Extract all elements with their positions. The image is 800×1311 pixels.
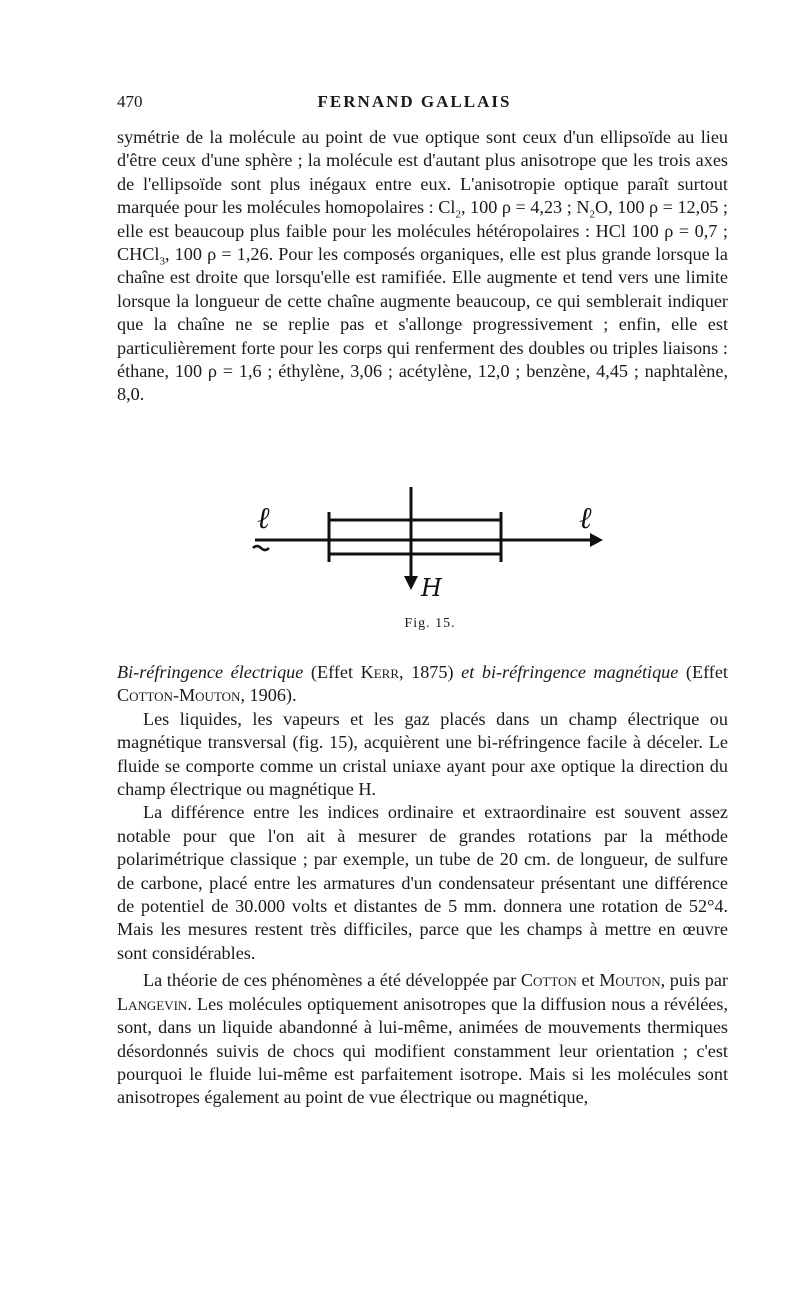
subscript: 2 <box>589 208 595 221</box>
ref-text: (Effet <box>678 662 728 682</box>
label-right: ℓ <box>579 501 592 536</box>
paragraph-1-text-b: , 100 ρ = 4,23 ; N <box>460 197 590 218</box>
label-left: ℓ <box>257 501 270 536</box>
paragraph-1-text-a: symétrie de la molécule au point de vue optique sont ceux d'un ellipsoïde au lieu d'être ceux d'une sphère ; la molécule est d'autant plus anisotrope que les trois axes de l'ellipsoïde sont plus inégaux entre eux. L'anisotropie optique paraît surtout marquée pour les molécules homopolaires : Cl <box>117 127 728 218</box>
subscript: 3 <box>159 255 165 268</box>
ref-text: , 1906). <box>240 685 297 706</box>
ref-text: , 1875) <box>399 662 462 682</box>
subscript: 2 <box>455 208 461 221</box>
author-kerr: Kerr <box>360 662 399 682</box>
author-langevin: Langevin <box>117 993 188 1014</box>
author-cotton: Cotton <box>520 970 577 991</box>
running-title: FERNAND GALLAIS <box>317 92 512 111</box>
heading-electric: Bi-réfringence électrique <box>117 662 304 682</box>
paragraph-4: La différence entre les indices ordinaire et extraordinaire est souvent assez notable pour que l'on ait à mesurer de grandes rotations par la méthode polarimétrique classique ; par exemple, un tube de 20 cm. de longueur, de sulfure de carbone, placé entre les armatures d'un condensateur présentant une différence de potentiel de 30.000 volts et distantes de 5 mm. donnera une rotation de 52°4. Mais les mesures restent très difficiles, parce que les champs à mettre en œuvre sont considérables. <box>117 802 728 963</box>
author-mouton: Mouton <box>599 970 661 991</box>
ref-text: (Effet <box>303 662 361 682</box>
paragraph-5-text-d: . Les molécules optiquement anisotropes que la diffusion nous a révélées, sont, dans un liquide abandonné à lui-même, animées de mouvements thermiques désordonnés suivis de chocs qui modifient constamment leur orientation ; c'est pourquoi le fluide lui-même est parfaitement isotrope. Mais si les molécules sont anisotropes également au point de vue électrique ou magnétique, <box>117 993 728 1108</box>
paragraph-5-text-c: , puis par <box>660 970 728 991</box>
paragraph-3: Les liquides, les vapeurs et les gaz placés dans un champ électrique ou magnétique transversal (fig. 15), acquièrent une bi-réfringence facile à déceler. Le fluide se comporte comme un cristal uniaxe ayant pour axe optique la direction du champ électrique ou magnétique H. <box>117 708 728 800</box>
heading-magnetic: bi-réfringence magnétique <box>474 662 679 682</box>
conjunction: et <box>461 662 475 682</box>
field-diagram <box>245 482 615 612</box>
paragraph-5-text-b: et <box>576 970 600 991</box>
paragraph-1-text-c: O, 100 ρ = 12,05 ; elle est beaucoup plus faible pour les molécules hétéropolaires : HCl 100 ρ = 0,7 ; CHCl <box>117 197 728 265</box>
text-after-figure <box>117 661 728 1110</box>
ray-arrowhead-icon <box>590 533 603 547</box>
paragraph-1 <box>117 126 728 407</box>
figure-15 <box>245 482 615 631</box>
page-header <box>117 92 712 116</box>
figure-caption: Fig. 15. <box>404 616 456 631</box>
page-number: 470 <box>117 92 143 111</box>
tilde-icon <box>253 546 269 550</box>
paragraph-1-text-d: , 100 ρ = 1,26. Pour les composés organiques, elle est plus grande lorsque la chaîne est droite que lorsqu'elle est ramifiée. Elle augmente et tend vers une limite lorsque la longueur de cette chaîne augmente beaucoup, ce qui semblerait indiquer que la chaîne ne se replie pas et s'allonge progressivement ; enfin, elle est particulièrement forte pour les corps qui renferment des doubles ou triples liaisons : éthane, 100 ρ = 1,6 ; éthylène, 3,06 ; acétylène, 12,0 ; benzène, 4,45 ; naphtalène, 8,0. <box>117 244 728 405</box>
paragraph-continuation <box>117 126 728 407</box>
paragraph-5 <box>117 969 728 1109</box>
author-cotton-mouton: Cotton-Mouton <box>117 685 241 706</box>
section-heading <box>117 661 728 708</box>
label-field-h: H <box>421 574 442 602</box>
paragraph-5-text-a: La théorie de ces phénomènes a été développée par <box>143 970 521 991</box>
field-arrowhead-icon <box>404 576 418 590</box>
